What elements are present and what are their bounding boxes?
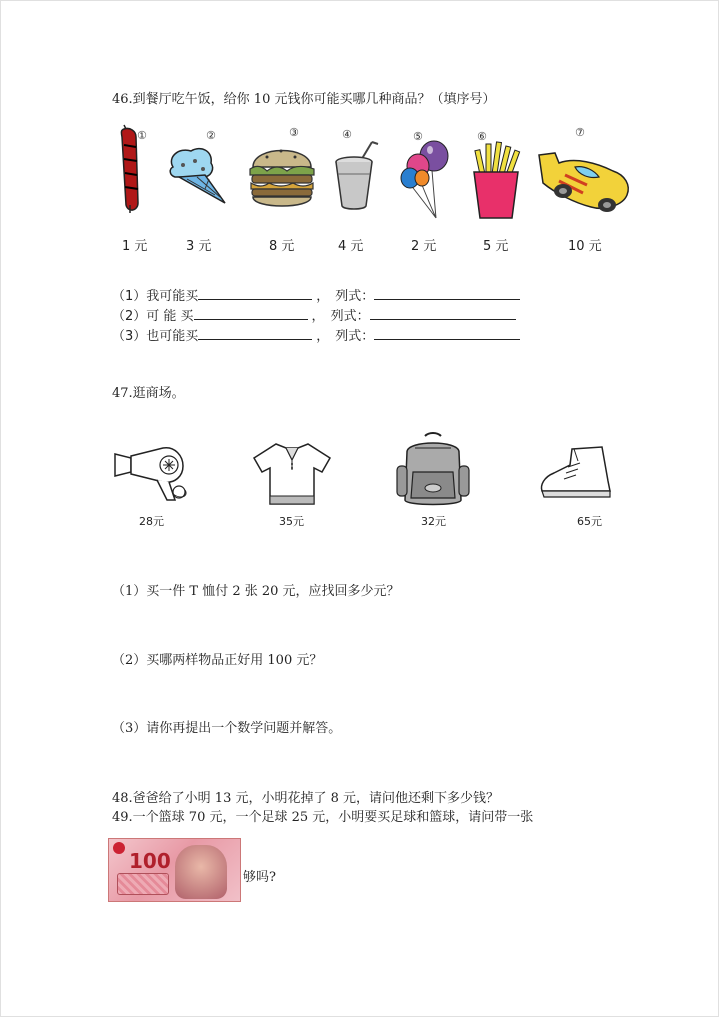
sneaker-icon — [538, 445, 616, 501]
item-number: ⑥ — [477, 130, 487, 143]
item-price: 32元 — [421, 515, 446, 528]
toy-car-icon — [535, 145, 635, 215]
item-price: 8 元 — [269, 239, 295, 254]
answer-blank[interactable] — [194, 307, 308, 320]
q47-sub2: （2）买哪两样物品正好用 100 元？ — [112, 653, 323, 668]
answer-row — [112, 325, 520, 344]
french-fries-icon — [468, 138, 524, 220]
answer-row-label: （3）也可能买 — [112, 329, 199, 344]
banknote-pattern — [117, 873, 169, 895]
q46-title: 46.到餐厅吃午饭，给你 10 元钱你可能买哪几种商品？（填序号） — [112, 92, 496, 107]
q49-suffix: 够吗? — [243, 870, 276, 885]
t-shirt-icon — [250, 440, 334, 508]
formula-blank[interactable] — [374, 287, 520, 300]
item-number: ③ — [289, 126, 299, 139]
backpack-icon — [393, 432, 473, 508]
q47-title: 47.逛商场。 — [112, 386, 185, 401]
item-number: ⑦ — [575, 126, 585, 139]
formula-label: 列式： — [335, 289, 375, 304]
answer-row-sep: ， — [311, 309, 325, 324]
formula-blank[interactable] — [370, 307, 516, 320]
formula-blank[interactable] — [374, 327, 520, 340]
emblem-icon — [113, 842, 125, 854]
answer-row-label: （2）可 能 买 — [112, 309, 194, 324]
item-price: 2 元 — [411, 239, 437, 254]
item-number: ① — [137, 129, 147, 142]
q47-sub3: （3）请你再提出一个数学问题并解答。 — [112, 721, 342, 736]
answer-row-label: （1）我可能买 — [112, 289, 199, 304]
banknote-value: 100 — [129, 849, 171, 873]
ice-cream-icon — [165, 145, 231, 207]
hamburger-icon — [247, 137, 317, 211]
item-price: 28元 — [139, 515, 164, 528]
formula-label: 列式： — [330, 309, 370, 324]
item-number: ⑤ — [413, 130, 423, 143]
answer-blank[interactable] — [198, 287, 312, 300]
item-price: 1 元 — [122, 239, 148, 254]
formula-label: 列式： — [335, 329, 375, 344]
banknote-icon — [108, 838, 241, 902]
q49-text: 49.一个篮球 70 元，一个足球 25 元，小明要买足球和篮球，请问带一张 — [112, 810, 534, 825]
answer-row — [112, 285, 520, 304]
item-price: 5 元 — [483, 239, 509, 254]
answer-row-sep: ， — [316, 329, 330, 344]
balloons-icon — [398, 140, 458, 222]
item-price: 4 元 — [338, 239, 364, 254]
item-price: 35元 — [279, 515, 304, 528]
answer-row — [112, 305, 516, 324]
answer-blank[interactable] — [198, 327, 312, 340]
item-price: 10 元 — [568, 239, 602, 254]
drink-cup-icon — [332, 140, 382, 212]
hair-dryer-icon — [113, 438, 195, 506]
portrait-icon — [175, 845, 227, 899]
q47-sub1: （1）买一件 T 恤付 2 张 20 元，应找回多少元？ — [112, 584, 400, 599]
q48-text: 48.爸爸给了小明 13 元，小明花掉了 8 元，请问他还剩下多少钱？ — [112, 791, 500, 806]
item-number: ④ — [342, 128, 352, 141]
item-number: ② — [206, 129, 216, 142]
item-price: 65元 — [577, 515, 602, 528]
sausage-icon — [110, 125, 146, 215]
answer-row-sep: ， — [316, 289, 330, 304]
item-price: 3 元 — [186, 239, 212, 254]
